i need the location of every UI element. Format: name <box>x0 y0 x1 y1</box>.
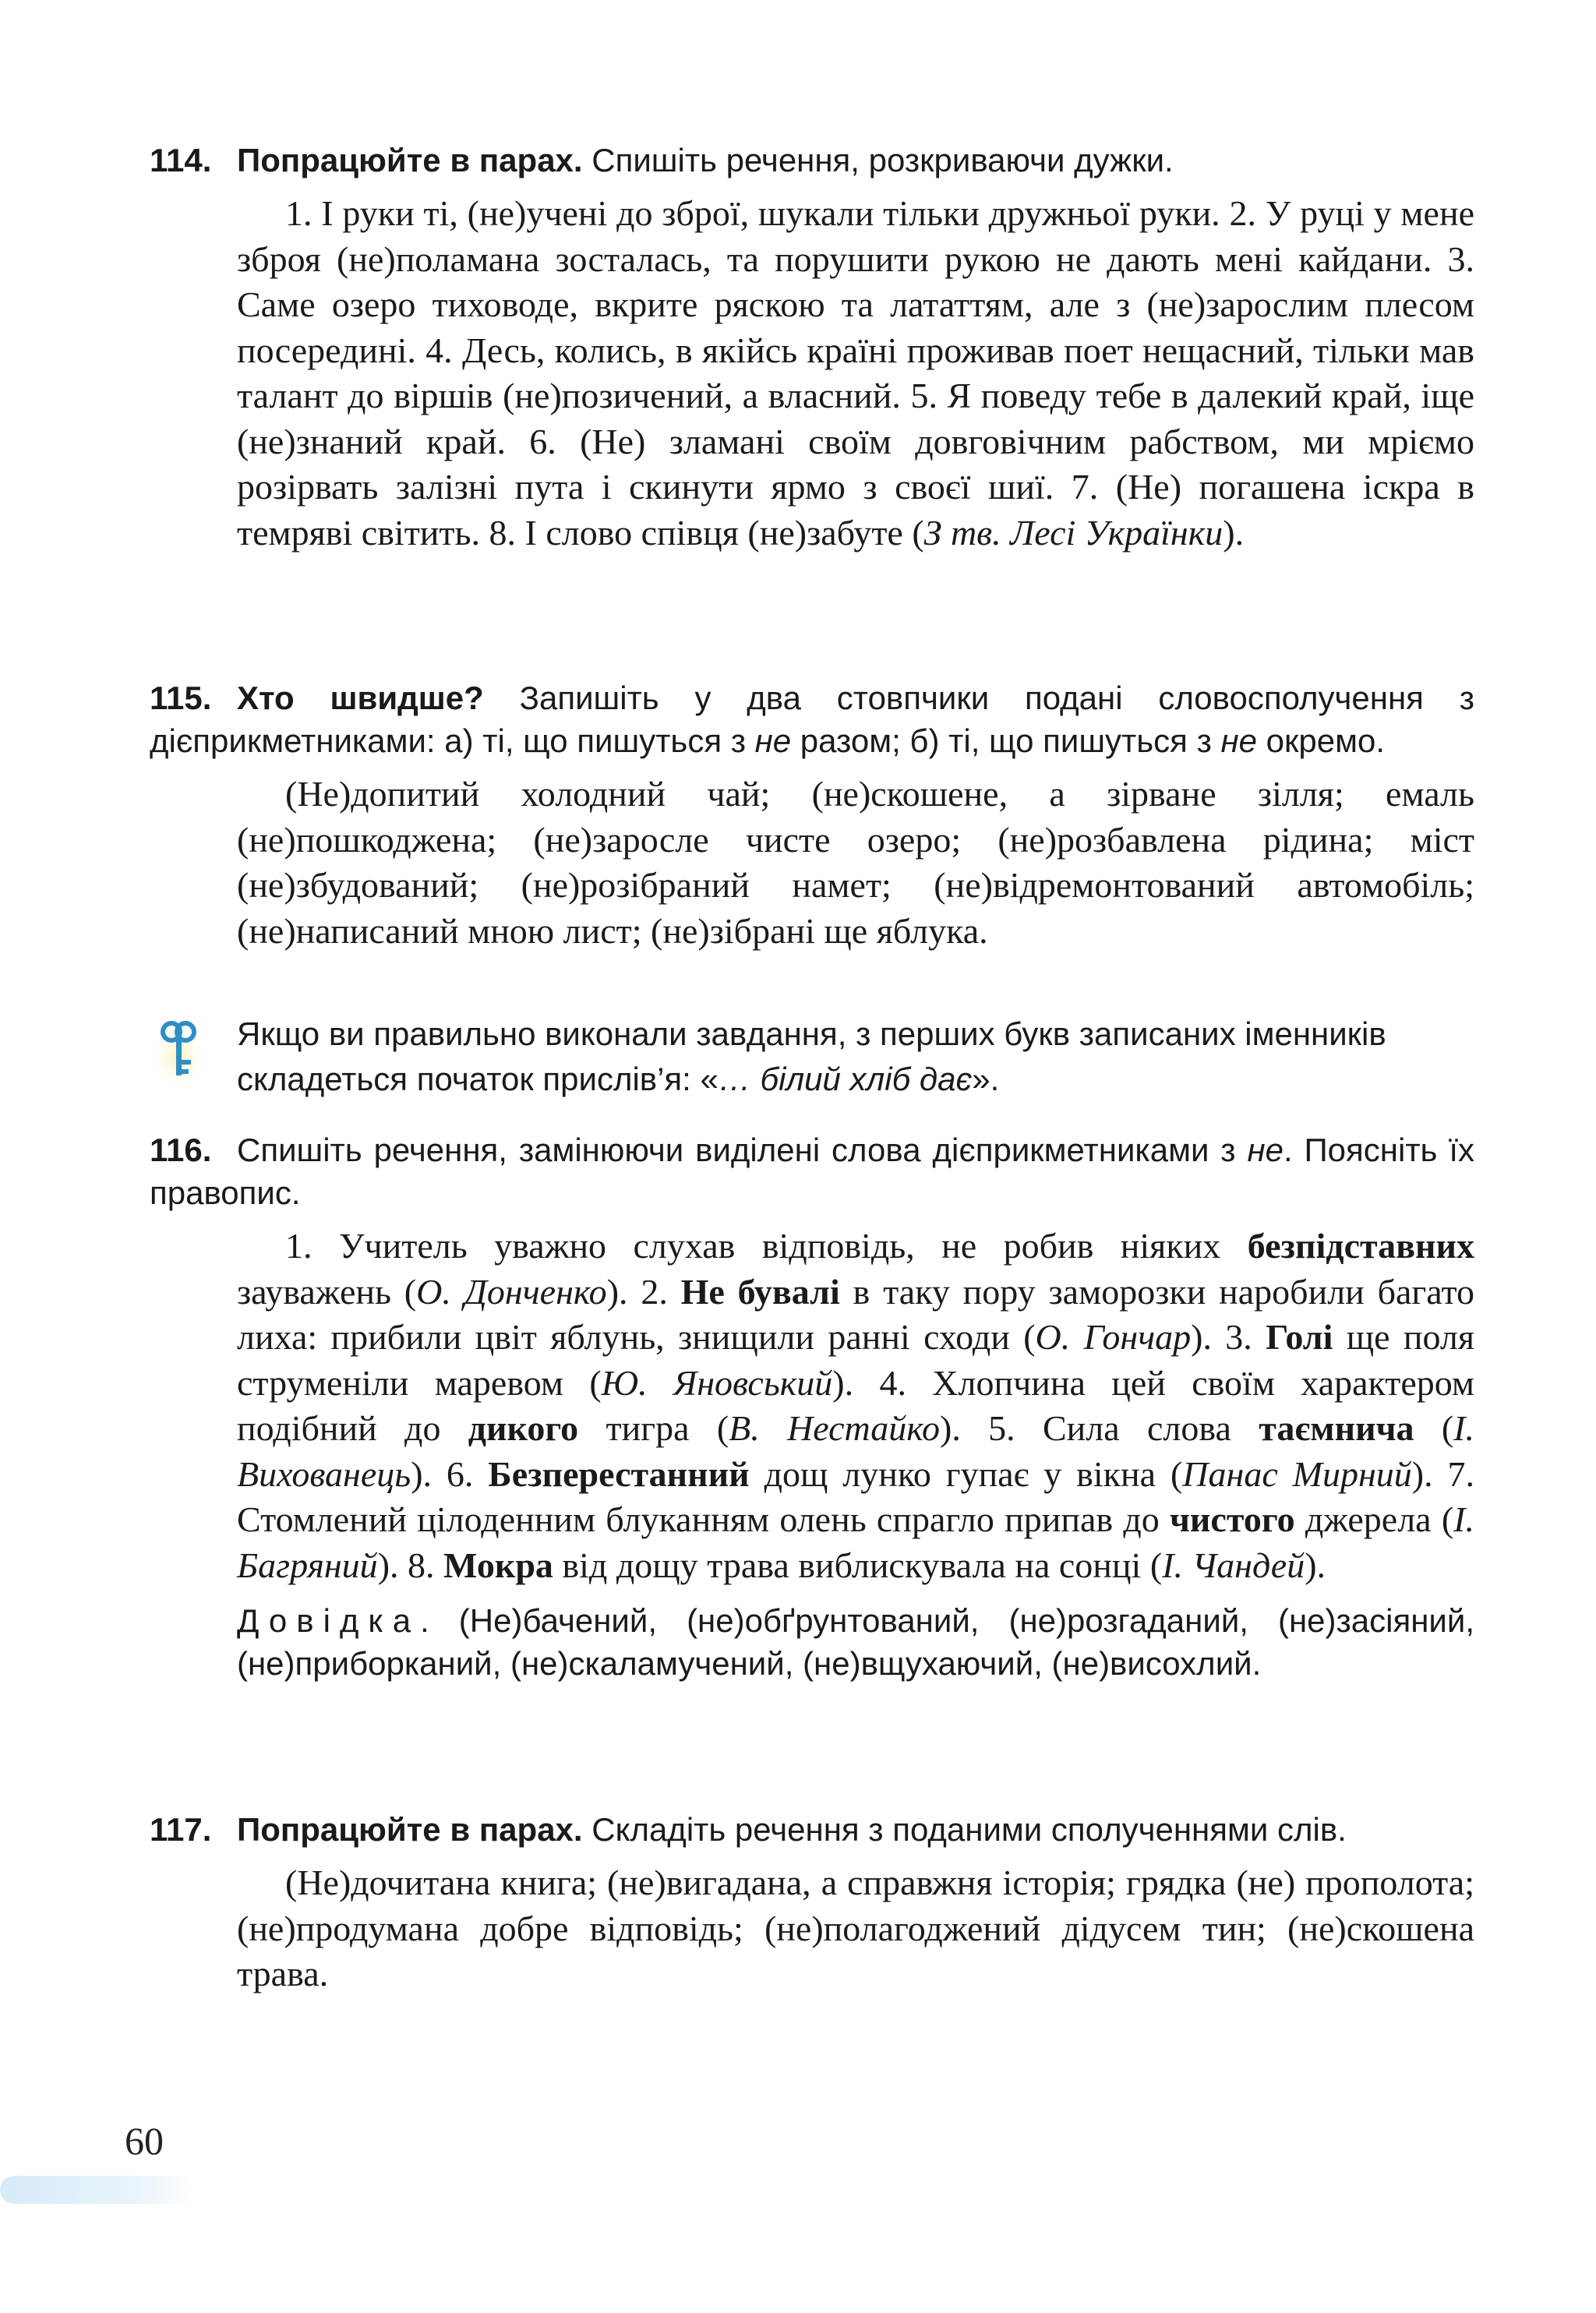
exercise-117-heading <box>150 1808 1474 1851</box>
page-number: 60 <box>125 2119 164 2163</box>
exercise-114-text <box>237 191 1474 556</box>
citation-source: І. Багряний <box>237 1499 1474 1585</box>
exercise-116 <box>150 1128 1474 1685</box>
exercise-number: 117. <box>150 1811 212 1848</box>
exercise-number: 114. <box>150 142 212 178</box>
citation-source: В. Нестайко <box>729 1408 941 1448</box>
text-fragment: джерела ( <box>1294 1499 1454 1539</box>
text-fragment: ( <box>1414 1408 1454 1448</box>
text-fragment: тигра ( <box>578 1408 729 1448</box>
task-instruction: Спишіть речення, розкриваючи дужки. <box>582 142 1174 178</box>
citation-source: О. Донченко <box>416 1271 607 1312</box>
reference-text: . (Не)бачений, (не)обґрунтований, (не)розгаданий, (не)засіяний, (не)приборканий, (не)скаламучений, (не)вщухаючий, (не)висохлий. <box>237 1602 1474 1682</box>
text-end: ). <box>1223 512 1245 553</box>
citation-source: І. Вихованець <box>237 1408 1474 1494</box>
exercise-number: 115. <box>150 680 212 716</box>
highlighted-word: Мокра <box>443 1545 553 1585</box>
exercise-text: 1. І руки ті, (не)учені до зброї, шукали тільки дружньої руки. 2. У руці у мене зброя (не)поламана зосталась, та порушити рукою не дають мені кайдани. 3. Саме озеро тиховоде, вкрите ряскою та лататтям, але з (не)зарослим плесом посередині. 4. Десь, колись, в якійсь країні проживав поет нещасний, тільки мав талант до віршів (не)позичений, а власний. 5. Я поведу тебе в далекий край, іще (не)знаний край. 6. (Не) зламані своїм довговічним рабством, ми мріємо розірвать залізні пута і скинути ярмо з своєї шиї. 7. (Не) погашена іскра в темряві світить. 8. І слово співця (не)забуте ( <box>237 193 1474 553</box>
text-fragment: ). 7. Стомлений цілоденним блуканням олень спрагло припав до <box>237 1453 1474 1539</box>
text-fragment: ). 6. <box>411 1453 489 1494</box>
task-instruction: Спишіть речення, замінюючи виділені слова дієприкметниками з <box>237 1132 1248 1168</box>
hint-note <box>237 1012 1476 1102</box>
highlighted-word: Не бувалі <box>680 1271 840 1312</box>
exercise-115-text: (Не)допитий холодний чай; (не)скошене, а зірване зілля; емаль (не)пошкоджена; (не)заросле чисте озеро; (не)розбавлена рідина; міст (не)збудований; (не)розібраний намет; (не)відремонтований автомобіль; (не)написаний мною лист; (не)зібрані ще яблука. <box>237 774 1474 951</box>
text-fragment: в таку пору заморозки наробили багато лиха: прибили цвіт яблунь, знищили ранні сходи ( <box>237 1271 1474 1357</box>
text-fragment: ). 4. Хлопчина цей своїм характером подібний до <box>237 1362 1475 1448</box>
highlighted-word: Безперестанний <box>488 1453 750 1494</box>
exercise-115-heading <box>150 676 1474 762</box>
text-fragment: від дощу трава виблискувала на сонці ( <box>553 1545 1163 1585</box>
task-title: Хто швидше? <box>237 680 484 716</box>
hint-proverb: … білий хліб дає <box>718 1061 973 1097</box>
reference-note <box>237 1599 1474 1685</box>
highlighted-word: таємнича <box>1259 1408 1414 1448</box>
footer-accent-bar <box>0 2171 195 2209</box>
task-instruction: окремо. <box>1256 722 1386 759</box>
exercise-116-text <box>237 1224 1474 1588</box>
text-fragment: ). <box>1305 1545 1326 1585</box>
text-fragment: ). 2. <box>606 1271 681 1312</box>
key-icon <box>150 1013 207 1088</box>
text-fragment: 1. Учитель уважно слухав відповідь, не робив ніяких <box>285 1226 1248 1266</box>
task-title: Попрацюйте в парах. <box>237 1811 583 1848</box>
task-instruction: Складіть речення з поданими сполученнями слів. <box>582 1811 1347 1848</box>
hint-text: Якщо ви правильно виконали завдання, з перших букв записаних іменників складеться початок прислів’я: « <box>237 1015 1386 1097</box>
highlighted-word: дикого <box>468 1408 579 1448</box>
highlighted-word: безпідставних <box>1247 1226 1474 1266</box>
exercise-114 <box>150 139 1474 556</box>
exercise-115 <box>150 676 1474 954</box>
exercise-114-heading <box>150 139 1474 182</box>
text-fragment: ще поля струменіли маревом ( <box>237 1317 1475 1403</box>
hint-text-end: ». <box>972 1061 1000 1097</box>
task-instruction: Запишіть у два стовпчики подані словосполучення з дієприкметниками: а) ті, що пишуться з <box>150 680 1474 759</box>
citation-source: Ю. Яновський <box>601 1362 833 1403</box>
exercise-number: 116. <box>150 1132 212 1168</box>
citation-source: З тв. Лесі Українки <box>923 512 1223 553</box>
task-instruction: разом; б) ті, що пишуться з <box>791 722 1221 759</box>
exercise-117 <box>150 1808 1474 1997</box>
particle-ne: не <box>754 722 792 759</box>
text-fragment: зауважень ( <box>237 1271 417 1312</box>
citation-source: І. Чандей <box>1162 1545 1305 1585</box>
text-fragment: ). 8. <box>377 1545 444 1585</box>
exercise-116-heading <box>150 1128 1474 1214</box>
task-title: Попрацюйте в парах. <box>237 142 583 178</box>
text-fragment: ). 5. Сила слова <box>940 1408 1259 1448</box>
highlighted-word: чистого <box>1169 1499 1295 1539</box>
particle-ne: не <box>1220 722 1257 759</box>
citation-source: Панас Мирний <box>1182 1453 1412 1494</box>
text-fragment: ). 3. <box>1191 1317 1266 1357</box>
task-instruction: . Поясніть їх правопис. <box>150 1132 1474 1211</box>
text-fragment: дощ лунко гупає у вікна ( <box>749 1453 1183 1494</box>
exercise-117-text: (Не)дочитана книга; (не)вигадана, а справжня історія; грядка (не) прополота; (не)продумана добре відповідь; (не)полагоджений дідусем тин; (не)скошена трава. <box>237 1863 1474 1993</box>
highlighted-word: Голі <box>1266 1317 1333 1357</box>
citation-source: О. Гончар <box>1035 1317 1192 1357</box>
reference-label: Довідка <box>237 1602 421 1639</box>
particle-ne: не <box>1247 1132 1284 1168</box>
